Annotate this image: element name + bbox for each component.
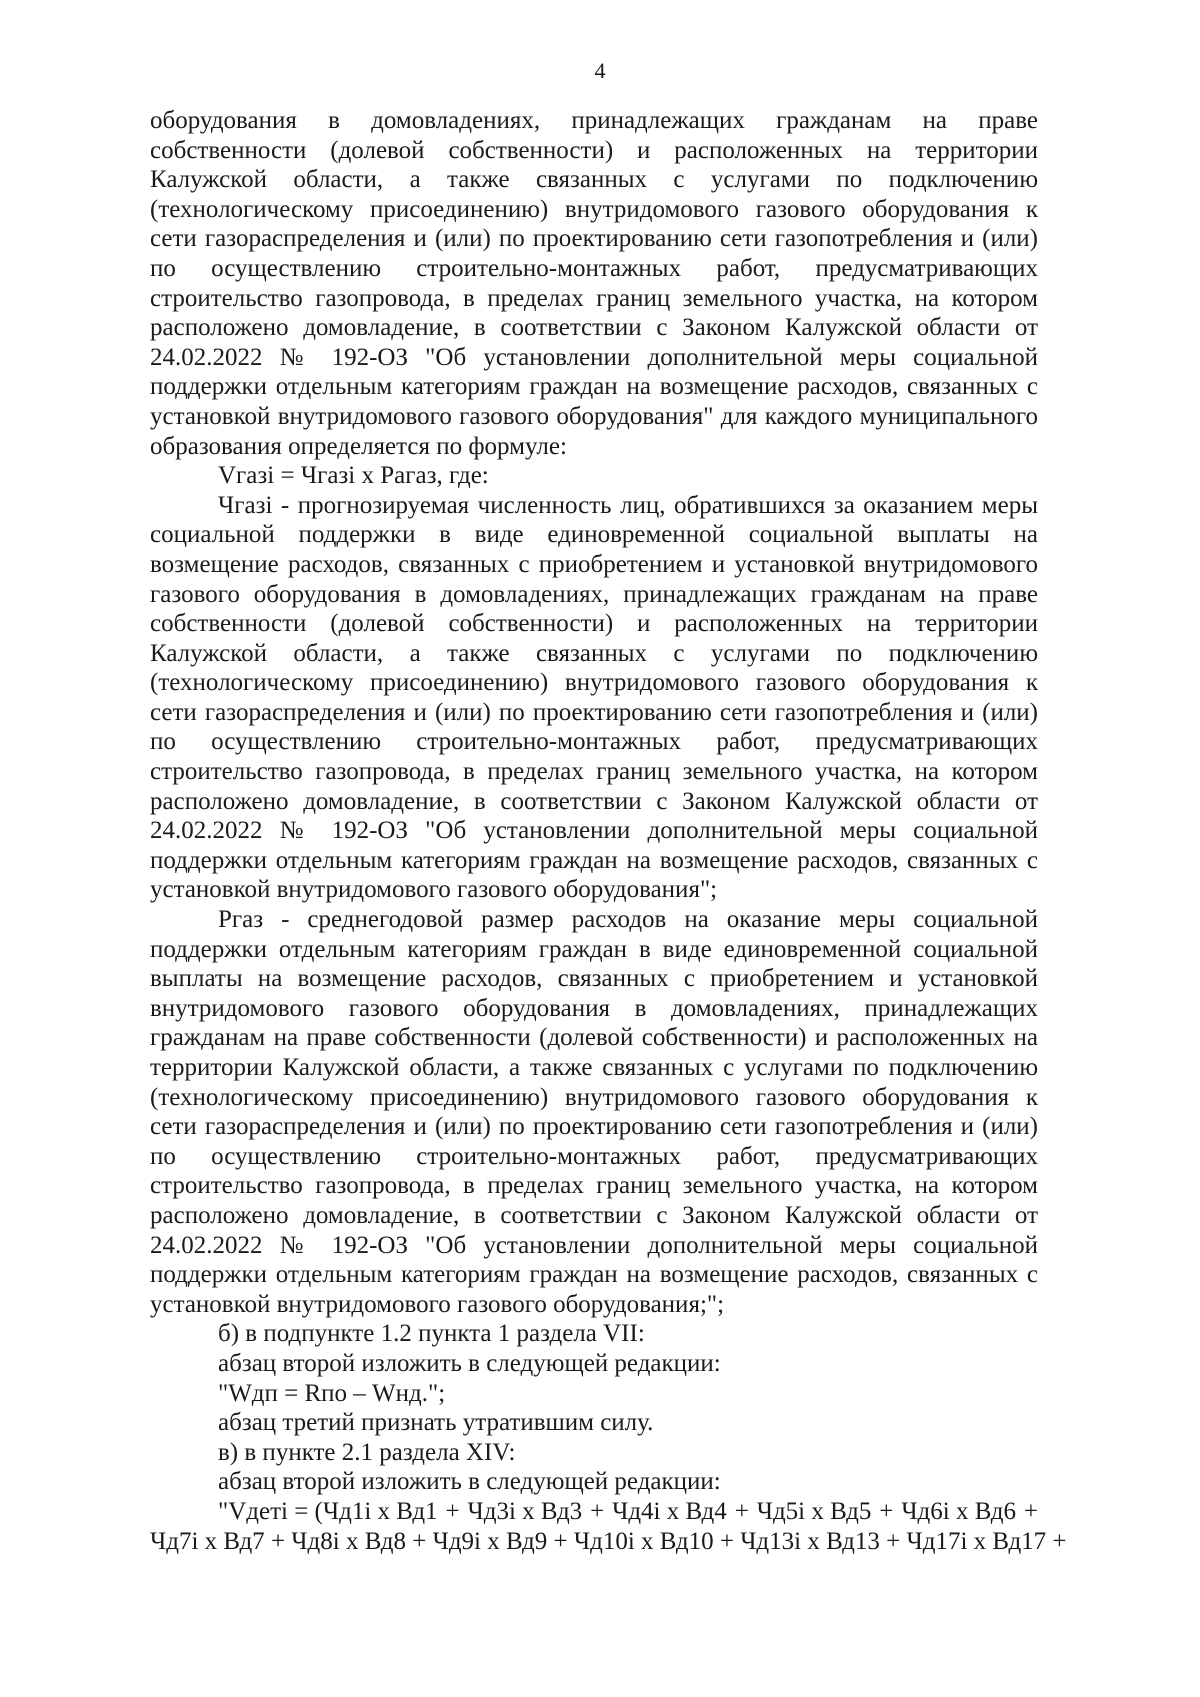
formula-term: Чд10i x Вд10 — [573, 1527, 714, 1555]
formula-operator: + — [879, 1497, 894, 1525]
paragraph-chgaz-definition: Чгазi - прогнозируемая численность лиц, обратившихся за оказанием меры социальной поддержки в виде единовременной социальной выплаты на возмещение расходов, связанных с приобретением и установкой внутридомового газового оборудования в домовладениях, принадлежащих гражданам на праве собственности (долевой собственности) и расположенных на территории Калужской области, а также связанных с услугами по подключению (технологическому присоединению) внутридомового газового оборудования к сети газораспределения и (или) по проектированию сети газопотребления и (или) по осуществлению строительно-монтажных работ, предусматривающих строительство газопровода, в пределах границ земельного участка, на котором расположено домовладение, в соответствии с Законом Калужской области от 24.02.2022 № 192-ОЗ "Об установлении дополнительной меры социальной поддержки отдельным категориям граждан на возмещение расходов, связанных с установкой внутридомового газового оборудования"; — [150, 491, 1038, 904]
paragraph-third-void: абзац третий признать утратившим силу. — [218, 1409, 654, 1437]
formula-operator: + — [1023, 1497, 1039, 1525]
formula-term: Чд17i x Вд17 — [906, 1527, 1047, 1555]
item-b-heading: б) в подпункте 1.2 пункта 1 раздела VII: — [218, 1320, 645, 1348]
page-number: 4 — [594, 58, 606, 83]
formula-operator: + — [734, 1497, 749, 1525]
formula-operator: + — [1052, 1527, 1067, 1555]
formula-vdet-line-2 — [150, 1527, 1067, 1557]
formula-term: "Vдетi = (Чд1i x Вд1 — [218, 1497, 438, 1525]
formula-term: Чд9i x Вд9 — [432, 1527, 548, 1555]
formula-term: Чд6i x Вд6 — [901, 1497, 1016, 1525]
formula-operator: + — [553, 1527, 568, 1555]
formula-wdp: "Wдп = Rпо – Wнд."; — [218, 1379, 446, 1407]
paragraph-rgaz-definition: Ргаз - среднегодовой размер расходов на оказание меры социальной поддержки отдельным категориям граждан в виде единовременной социальной выплаты на возмещение расходов, связанных с приобретением и установкой внутридомового газового оборудования в домовладениях, принадлежащих гражданам на праве собственности (долевой собственности) и расположенных на территории Калужской области, а также связанных с услугами по подключению (технологическому присоединению) внутридомового газового оборудования к сети газораспределения и (или) по проектированию сети газопотребления и (или) по осуществлению строительно-монтажных работ, предусматривающих строительство газопровода, в пределах границ земельного участка, на котором расположено домовладение, в соответствии с Законом Калужской области от 24.02.2022 № 192-ОЗ "Об установлении дополнительной меры социальной поддержки отдельным категориям граждан на возмещение расходов, связанных с установкой внутридомового газового оборудования;"; — [150, 906, 1038, 1318]
item-v-heading: в) в пункте 2.1 раздела XIV: — [218, 1438, 516, 1466]
formula-term: Чд5i x Вд5 — [756, 1497, 872, 1525]
formula-vgaz: Vгазi = Чгазi x Рагаз, где: — [218, 462, 489, 490]
formula-term: Чд4i x Вд4 — [612, 1497, 727, 1525]
formula-term: Чд3i x Вд3 — [467, 1497, 583, 1525]
paragraph-second-edition-note: абзац второй изложить в следующей редакции: — [218, 1349, 721, 1377]
paragraph-second-edition-note-2: абзац второй изложить в следующей редакции: — [218, 1468, 721, 1496]
paragraph-continuation: оборудования в домовладениях, принадлежащих гражданам на праве собственности (долевой собственности) и расположенных на территории Калужской области, а также связанных с услугами по подключению (технологическому присоединению) внутридомового газового оборудования к сети газораспределения и (или) по проектированию сети газопотребления и (или) по осуществлению строительно-монтажных работ, предусматривающих строительство газопровода, в пределах границ земельного участка, на котором расположено домовладение, в соответствии с Законом Калужской области от 24.02.2022 № 192-ОЗ "Об установлении дополнительной меры социальной поддержки отдельным категориям граждан на возмещение расходов, связанных с установкой внутридомового газового оборудования" для каждого муниципального образования определяется по формуле: — [150, 107, 1038, 460]
formula-term: Чд13i x Вд13 — [740, 1527, 880, 1555]
formula-operator: + — [590, 1497, 605, 1525]
formula-operator: + — [270, 1527, 286, 1555]
formula-operator: + — [719, 1527, 734, 1555]
document-body — [150, 106, 1067, 1556]
formula-term: Чд8i x Вд8 — [291, 1527, 406, 1555]
formula-vdet-line-1 — [150, 1497, 1038, 1527]
formula-operator: + — [886, 1527, 901, 1555]
formula-operator: + — [412, 1527, 427, 1555]
formula-term: Чд7i x Вд7 — [150, 1527, 265, 1555]
formula-operator: + — [445, 1497, 460, 1525]
